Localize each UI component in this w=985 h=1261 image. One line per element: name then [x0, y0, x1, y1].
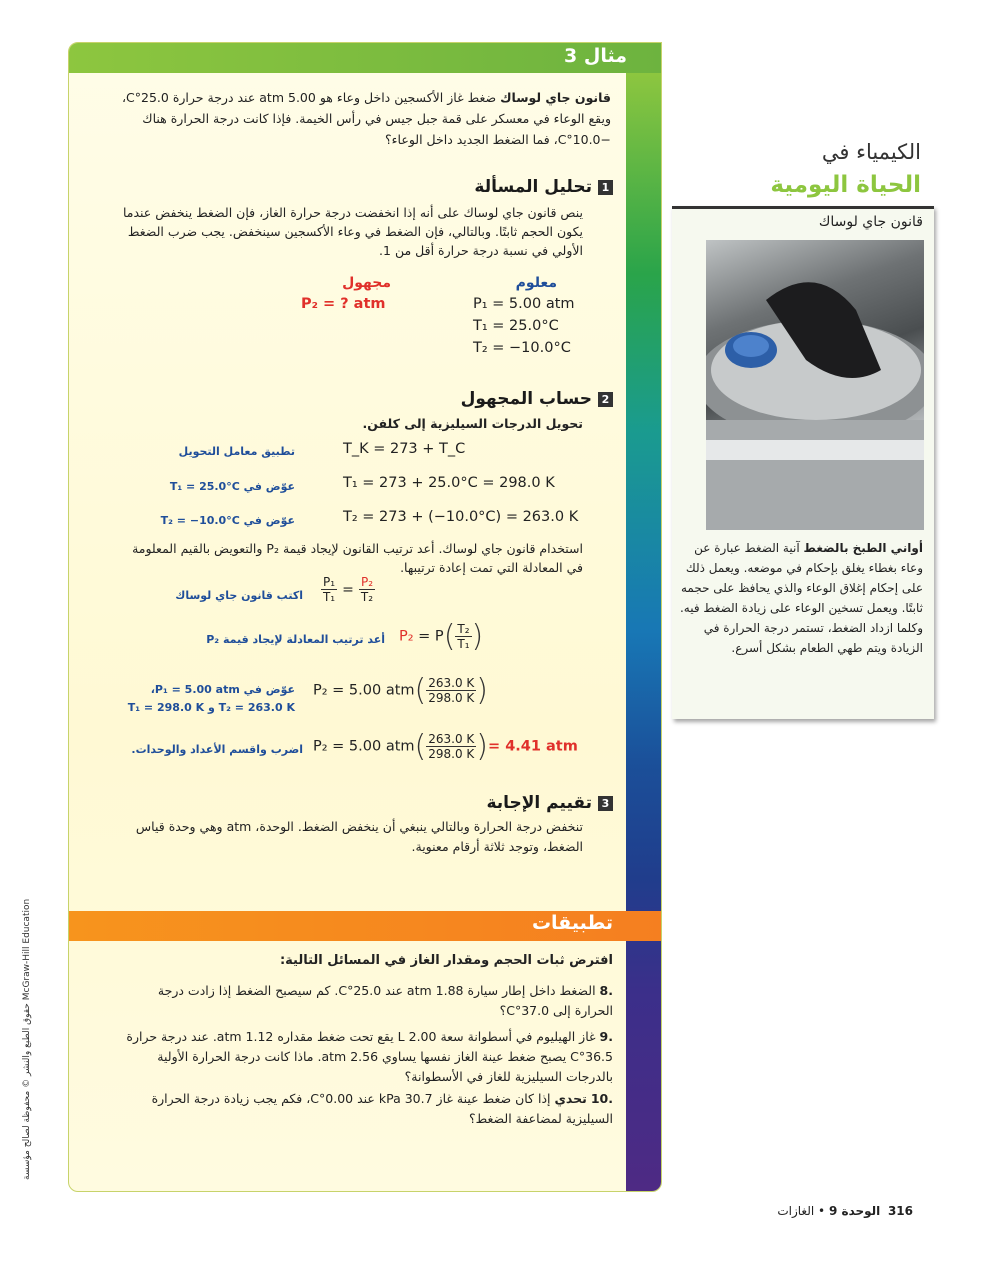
row-eq-convert: T_K = 273 + T_C: [343, 441, 466, 457]
intro-bold: قانون جاي لوساك: [500, 90, 611, 105]
page-number: 316: [887, 1204, 913, 1218]
step3-title: تقييم الإجابة: [486, 793, 592, 813]
step2-text2: استخدام قانون جاي لوساك. أعد ترتيب القانون لإيجاد قيمة P₂ والتعويض بالقيم المعلومة في المعادلة التي تمت إعادة ترتيبها.: [132, 541, 583, 575]
problem-10-num: .10: [590, 1091, 613, 1106]
copyright-vertical: [22, 840, 36, 1180]
unknown-p2: P₂ = ? atm: [301, 296, 386, 312]
example-box: [68, 42, 662, 1192]
row-eq-t2: T₂ = 273 + (−10.0°C) = 263.0 K: [343, 509, 579, 525]
problem-10: [123, 1089, 613, 1129]
row-label-convert: تطبيق معامل التحويل: [178, 445, 295, 458]
applications-header: [69, 911, 661, 941]
example-header: [69, 43, 661, 73]
known-t2: T₂ = −10.0°C: [473, 340, 571, 356]
applications-instruction: افترض ثبات الحجم ومقدار الغاز في المسائل التالية:: [279, 953, 613, 968]
copyright-text: حقوق الطبع والنشر © محفوظة لصالح مؤسسة McGraw-Hill Education: [22, 898, 32, 1180]
problem-8-num: .8: [599, 983, 613, 998]
eq-p2-sub: P₂ = 5.00 atm: [313, 682, 415, 699]
label-write-law: اكتب قانون جاي لوساك: [175, 589, 303, 602]
sidebar-title-line1: الكيمياء في: [821, 140, 921, 164]
pressure-cooker-illustration: [706, 240, 924, 530]
unknown-label: مجهول: [342, 275, 391, 291]
frac-den: 298.0 K: [428, 691, 475, 705]
problem-9-num: .9: [599, 1029, 613, 1044]
problem-8-text: الضغط داخل إطار سيارة 1.88 atm عند 25.0°C. كم سيصبح الضغط إذا زادت درجة الحرارة إلى 37.0°C؟: [157, 983, 613, 1018]
gay-lussac-equation: $\frac{\text{P₁}}{\text{T₁}}$ = $\frac{\text{P₂}}{\text{T₂}}$: [322, 575, 374, 604]
known-t1: T₁ = 25.0°C: [473, 318, 559, 334]
step3-number: 3: [598, 796, 613, 811]
frac-num: 263.0 K: [428, 676, 475, 690]
step1-text: ينص قانون جاي لوساك على أنه إذا انخفضت درجة حرارة الغاز، فإن الضغط ينخفض عندما يكون الحجم ثابتًا. وبالتالي، فإن الضغط في وعاء الأكسجين سينخفض. يجب ضرب الضغط الأولي في نسبة درجة حرارة أقل من 1.: [122, 205, 583, 258]
step3-heading: [486, 793, 613, 813]
row-label-t1: عوّض في T₁ = 25.0°C: [169, 480, 295, 493]
label-multiply: اضرب واقسم الأعداد والوحدات.: [131, 743, 303, 756]
side-gradient-bar: [626, 73, 661, 1191]
label-rearrange: أعد ترتيب المعادلة لإيجاد قيمة P₂: [206, 633, 385, 646]
problem-9: [123, 1027, 613, 1087]
step2-number: 2: [598, 392, 613, 407]
frac-den-final: 298.0 K: [428, 747, 475, 761]
row-label-t2: عوّض في T₂ = −10.0°C: [160, 514, 295, 527]
known-p1: P₁ = 5.00 atm: [473, 296, 575, 312]
problem-10-text: إذا كان ضغط عينة غاز 30.7 kPa عند 0.00°C، فكم يجب زيادة درجة الحرارة السيليزية لمضاعفة الضغط؟: [151, 1091, 613, 1126]
sidebar-subtitle: قانون جاي لوساك: [818, 214, 923, 230]
step1-heading: [474, 177, 613, 197]
caption-text: آنية الضغط عبارة عن وعاء بغطاء يغلق بإحكام في موضعه. ويعمل ذلك على إحكام إغلاق الوعاء والذي يحافظ على حجمه ثابتًا. ويعمل تسخين الوعاء على زيادة الضغط فيه. وكلما ازداد الضغط، تستمر درجة الحرارة في الزيادة ويتم طهي الطعام بشكل أسرع.: [679, 541, 923, 655]
step3-text: تنخفض درجة الحرارة وبالتالي ينبغي أن ينخفض الضغط. الوحدة، atm وهي وحدة قياس الضغط، وتوجد ثلاثة أرقام معنوية.: [135, 819, 583, 854]
rearranged-equation: P₂ = P( $\frac{\text{T₂}}{\text{T₁}}$ ): [399, 619, 484, 654]
row-eq-t1: T₁ = 273 + 25.0°C = 298.0 K: [343, 475, 555, 491]
substituted-equation: P₂ = 5.00 atm( $\frac{263.0 K}{298.0 K}$ ): [313, 673, 488, 708]
problem-9-text: غاز الهيليوم في أسطوانة سعة 2.00 L يقع تحت ضغط مقداره 1.12 atm. عند درجة حرارة 36.5°C يصبح ضغط عينة الغاز نفسها يساوي 2.56 atm. ماذا كانت درجة الحرارة الأولية بالدرجات السيليزية للغاز في الأسطوانة؟: [126, 1029, 613, 1084]
final-equation: P₂ = 5.00 atm( $\frac{263.0 K}{298.0 K}$ )= 4.41 atm: [313, 729, 578, 764]
unit-label: الوحدة 9: [828, 1204, 881, 1218]
chapter-label: الغازات: [777, 1204, 815, 1218]
applications-title: تطبيقات: [531, 912, 613, 934]
step1-title: تحليل المسألة: [474, 177, 592, 197]
known-label: معلوم: [515, 275, 557, 291]
label-substitute: عوّض في P₁ = 5.00 atm،: [150, 683, 295, 696]
problem-8: [123, 981, 613, 1021]
pressure-cooker-photo: [706, 240, 924, 530]
photo-caption: [673, 538, 923, 658]
example-intro: [111, 87, 611, 150]
sidebar-title-line2: الحياة اليومية: [770, 172, 921, 198]
example-title: مثال 3: [564, 45, 627, 67]
caption-bold: أواني الطبخ بالضغط: [803, 541, 923, 555]
page-footer: 316 الوحدة 9 • الغازات: [777, 1204, 913, 1218]
label-substitute-2: T₂ = 263.0 K و T₁ = 298.0 K: [127, 701, 295, 714]
answer: = 4.41 atm: [488, 738, 578, 755]
step2-title: حساب المجهول: [460, 389, 592, 409]
step2-subtitle: تحويل الدرجات السيليزية إلى كلفن.: [362, 416, 583, 431]
frac-num-final: 263.0 K: [428, 732, 475, 746]
step2-heading: [461, 389, 613, 409]
intro-text: ضغط غاز الأكسجين داخل وعاء هو 5.00 atm عند درجة حرارة 25.0°C، ويقع الوعاء في معسكر على قمة جبل جيس في رأس الخيمة. فإذا كانت درجة الحرارة هناك −10.0°C، فما الضغط الجديد داخل الوعاء؟: [121, 90, 611, 147]
eq-p2-final: P₂ = 5.00 atm: [313, 738, 415, 755]
step1-number: 1: [598, 180, 613, 195]
problem-10-challenge: تحدي: [554, 1091, 587, 1106]
